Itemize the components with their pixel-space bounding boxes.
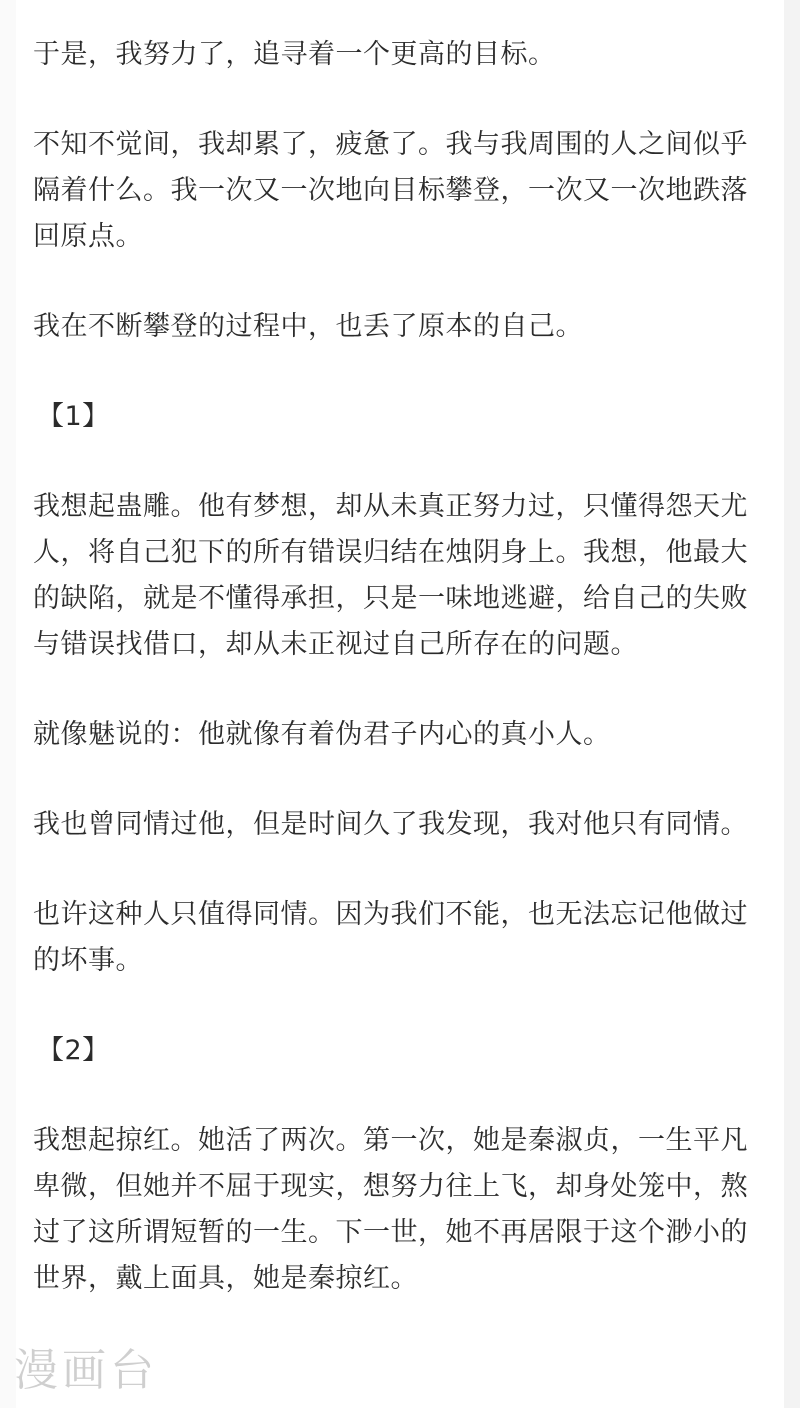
paragraph-8: 我想起掠红。她活了两次。第一次，她是秦淑贞，一生平凡卑微，但她并不屈于现实，想努力往上飞，却身处笼中，熬过了这所谓短暂的一生。下一世，她不再居限于这个渺小的世界，戴上面具，她是秦掠红。 [33, 1125, 748, 1294]
section-marker-2: 【2】 [37, 1035, 110, 1066]
article-body [33, 32, 773, 1346]
paragraph-7: 也许这种人只值得同情。因为我们不能，也无法忘记他做过的坏事。 [33, 899, 748, 976]
paragraph-3: 我在不断攀登的过程中，也丢了原本的自己。 [33, 311, 583, 342]
paragraph-5: 就像魅说的：他就像有着伪君子内心的真小人。 [33, 719, 611, 750]
section-marker-1: 【1】 [37, 401, 110, 432]
watermark-logo: 漫画台 [14, 1345, 158, 1396]
paragraph-2: 不知不觉间，我却累了，疲惫了。我与我周围的人之间似乎隔着什么。我一次又一次地向目标攀登，一次又一次地跌落回原点。 [33, 129, 748, 252]
left-margin-shade [0, 0, 16, 1408]
paragraph-4: 我想起蛊雕。他有梦想，却从未真正努力过，只懂得怨天尤人，将自己犯下的所有错误归结在烛阴身上。我想，他最大的缺陷，就是不懂得承担，只是一味地逃避，给自己的失败与错误找借口，却从未正视过自己所存在的问题。 [33, 491, 748, 660]
paragraph-1: 于是，我努力了，追寻着一个更高的目标。 [33, 39, 556, 70]
right-margin-shade [784, 0, 800, 1408]
paragraph-6: 我也曾同情过他，但是时间久了我发现，我对他只有同情。 [33, 809, 748, 840]
